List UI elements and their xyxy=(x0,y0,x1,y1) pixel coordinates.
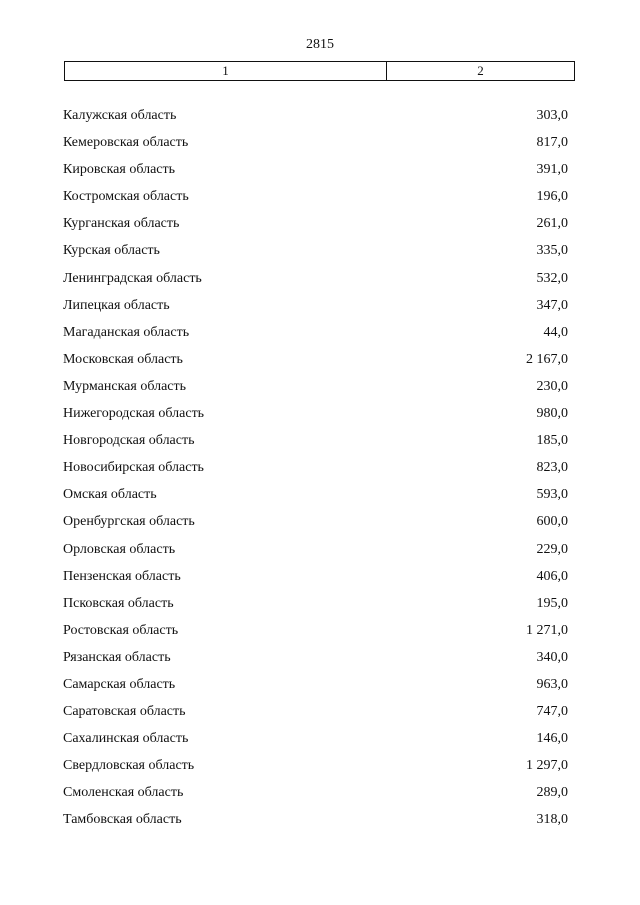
region-name: Московская область xyxy=(63,351,183,367)
region-name: Пензенская область xyxy=(63,568,181,584)
table-row xyxy=(63,702,568,729)
table-row xyxy=(63,675,568,702)
region-value: 593,0 xyxy=(536,487,568,503)
region-name: Кировская область xyxy=(63,162,176,178)
region-name: Магаданская область xyxy=(63,324,190,340)
region-value: 1 271,0 xyxy=(526,622,568,638)
region-value: 146,0 xyxy=(536,731,568,747)
region-name: Сахалинская область xyxy=(63,731,189,747)
table-row xyxy=(63,404,568,431)
table-row xyxy=(63,431,568,458)
region-name: Смоленская область xyxy=(63,785,184,801)
region-value: 406,0 xyxy=(536,568,568,584)
table-row xyxy=(63,106,568,133)
region-value: 289,0 xyxy=(536,785,568,801)
region-value: 823,0 xyxy=(536,460,568,476)
region-value: 335,0 xyxy=(536,243,568,259)
region-value: 195,0 xyxy=(536,595,568,611)
table-row xyxy=(63,756,568,783)
table-row xyxy=(63,133,568,160)
column-header-1: 1 xyxy=(65,62,387,80)
region-name: Псковская область xyxy=(63,595,174,611)
region-value: 230,0 xyxy=(536,378,568,394)
region-name: Нижегородская область xyxy=(63,406,205,422)
region-name: Оренбургская область xyxy=(63,514,195,530)
region-value: 2 167,0 xyxy=(526,351,568,367)
table-row xyxy=(63,377,568,404)
table-row xyxy=(63,296,568,323)
region-value: 185,0 xyxy=(536,433,568,449)
table-row xyxy=(63,350,568,377)
region-name: Ленинградская область xyxy=(63,270,202,286)
region-value: 196,0 xyxy=(536,189,568,205)
table-row xyxy=(63,648,568,675)
region-value: 44,0 xyxy=(543,324,568,340)
table-row xyxy=(63,783,568,810)
table-row xyxy=(63,160,568,187)
region-name: Орловская область xyxy=(63,541,176,557)
region-name: Омская область xyxy=(63,487,157,503)
region-value: 303,0 xyxy=(536,108,568,123)
region-value: 318,0 xyxy=(536,812,568,828)
region-name: Новгородская область xyxy=(63,433,195,449)
table-row xyxy=(63,269,568,296)
region-name: Новосибирская область xyxy=(63,460,204,476)
region-name: Тамбовская область xyxy=(63,812,182,828)
table-row xyxy=(63,323,568,350)
region-value: 347,0 xyxy=(536,297,568,313)
region-name: Курская область xyxy=(63,243,160,259)
table-row xyxy=(63,214,568,241)
table-row xyxy=(63,621,568,648)
region-value: 1 297,0 xyxy=(526,758,568,774)
region-value: 817,0 xyxy=(536,135,568,151)
region-name: Мурманская область xyxy=(63,378,187,394)
region-name: Свердловская область xyxy=(63,758,195,774)
table-row xyxy=(63,594,568,621)
table-row xyxy=(63,241,568,268)
region-name: Кемеровская область xyxy=(63,135,189,151)
table-row xyxy=(63,567,568,594)
region-name: Курганская область xyxy=(63,216,180,232)
region-name: Самарская область xyxy=(63,676,176,692)
table-row xyxy=(63,540,568,567)
region-value: 340,0 xyxy=(536,649,568,665)
table-row xyxy=(63,458,568,485)
region-name: Ростовская область xyxy=(63,622,179,638)
table-row xyxy=(63,512,568,539)
region-name: Липецкая область xyxy=(63,297,170,313)
region-value: 980,0 xyxy=(536,406,568,422)
page-number: 2815 xyxy=(306,37,334,52)
region-value: 391,0 xyxy=(536,162,568,178)
table-row xyxy=(63,187,568,214)
region-value: 963,0 xyxy=(536,676,568,692)
region-value: 261,0 xyxy=(536,216,568,232)
table-body xyxy=(63,106,568,838)
region-value: 229,0 xyxy=(536,541,568,557)
region-name: Калужская область xyxy=(63,108,177,123)
region-name: Рязанская область xyxy=(63,649,171,665)
region-name: Саратовская область xyxy=(63,704,186,720)
table-row xyxy=(63,810,568,837)
region-value: 532,0 xyxy=(536,270,568,286)
table-header xyxy=(64,61,575,81)
region-value: 747,0 xyxy=(536,704,568,720)
region-name: Костромская область xyxy=(63,189,189,205)
table-row xyxy=(63,729,568,756)
table-row xyxy=(63,485,568,512)
region-value: 600,0 xyxy=(536,514,568,530)
column-header-2: 2 xyxy=(477,63,484,78)
